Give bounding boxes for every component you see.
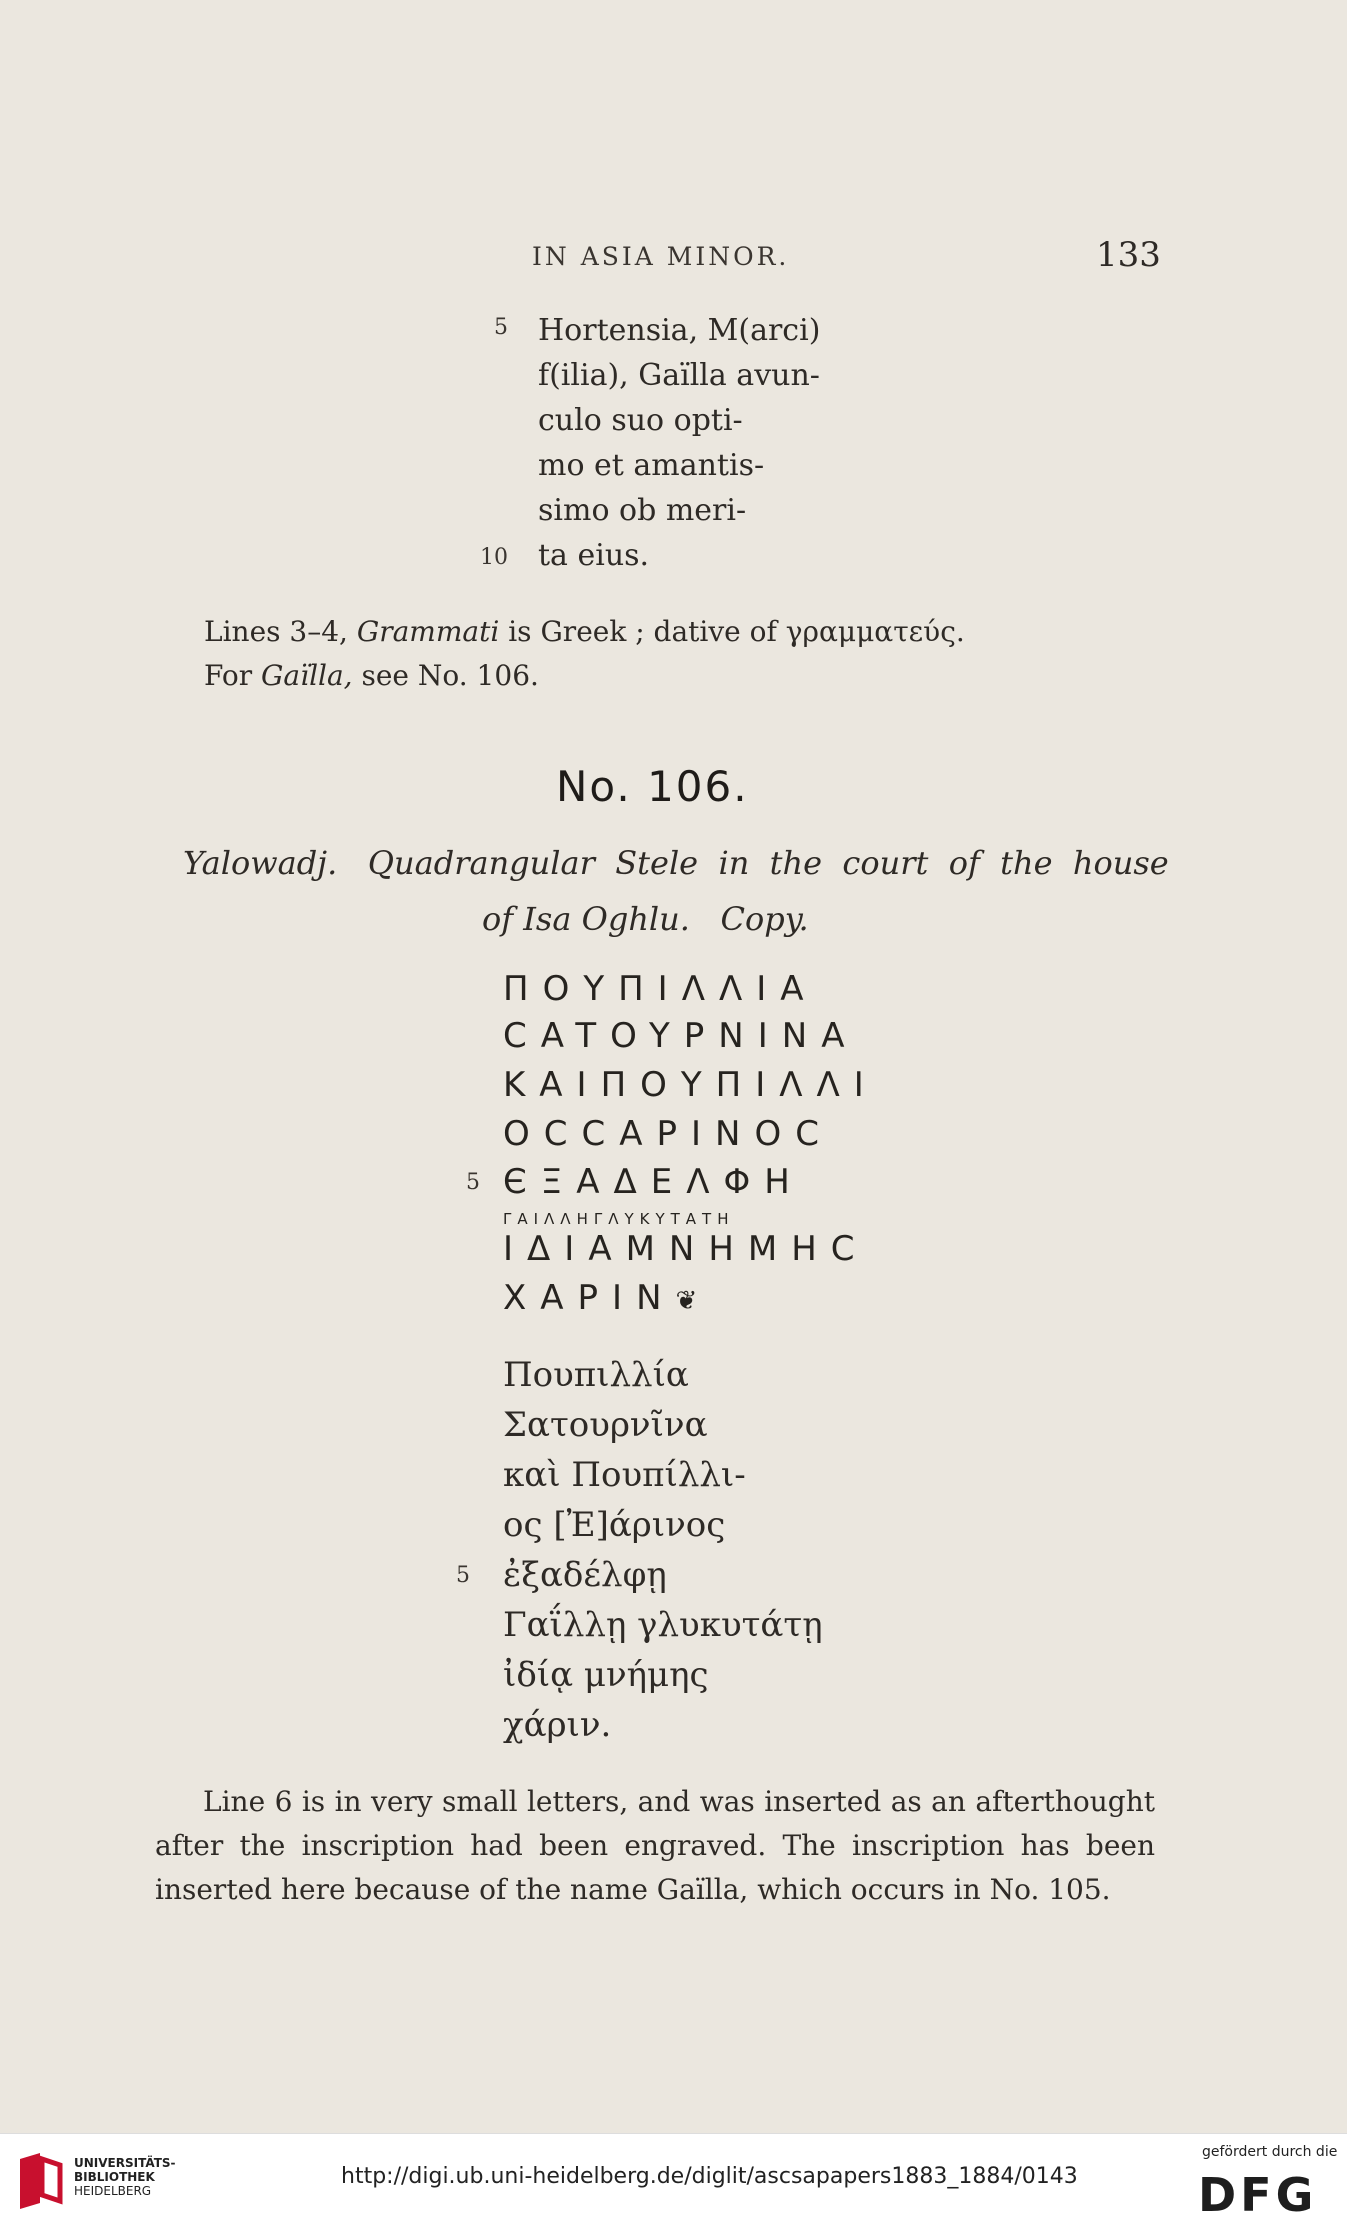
footer-bar xyxy=(0,2133,1347,2229)
leaf-ornament-icon: ❦ xyxy=(675,1286,698,1316)
funded-by-label: gefördert durch die xyxy=(1202,2144,1338,2160)
greek-line-5: ἐξαδέλφῃ xyxy=(503,1555,667,1595)
note-for-label: For xyxy=(204,659,253,692)
note-line-1 xyxy=(204,615,965,648)
note-see-no: see No. 106. xyxy=(361,659,539,692)
section-title: No. 106. xyxy=(556,762,749,811)
dfg-logo: DFG xyxy=(1198,2168,1318,2222)
note-gailla: Gaïlla, xyxy=(261,659,353,692)
section-subtitle-line-2: of Isa Oghlu. Copy. xyxy=(482,900,809,938)
inscription-line: ta eius. xyxy=(538,538,650,573)
greek-line-8: χάριν. xyxy=(503,1705,612,1745)
running-title: IN ASIA MINOR. xyxy=(532,242,790,271)
permalink-url[interactable]: http://digi.ub.uni-heidelberg.de/diglit/ascsapapers1883_1884/0143 xyxy=(341,2164,1078,2189)
greek-line-6: Γαΐλλῃ γλυκυτάτῃ xyxy=(503,1605,823,1645)
caps-line-2: CATOYPNINA xyxy=(503,1016,859,1056)
greek-line-3: καὶ Πουπίλλι- xyxy=(503,1455,746,1495)
page-number: 133 xyxy=(1096,235,1161,275)
library-line-2: BIBLIOTHEK xyxy=(74,2170,155,2184)
greek-line-4: ος [Ἐ]άρινος xyxy=(503,1505,726,1545)
note-lines-label: Lines 3–4, xyxy=(204,615,348,648)
caps-line-8-text: ΧΑΡΙΝ xyxy=(503,1278,676,1318)
inscription-line: f(ilia), Gaïlla avun- xyxy=(538,358,820,393)
greek-line-2: Σατουρνῖνα xyxy=(503,1405,708,1445)
caps-line-8 xyxy=(503,1278,697,1318)
greek-line-7: ἰδίᾳ μνήμης xyxy=(503,1655,709,1695)
note-greek-word: γραμματεύς. xyxy=(785,615,965,648)
caps-line-1: ΠΟΥΠΙΛΛΙΑ xyxy=(503,969,818,1009)
caps-line-5: ЄΞΑΔΕΛΦΗ xyxy=(503,1162,804,1202)
greek-line-1: Πουπιλλία xyxy=(503,1355,689,1395)
line-number-5: 5 xyxy=(494,315,508,340)
note-line-2 xyxy=(204,659,539,692)
inscription-line: Hortensia, M(arci) xyxy=(538,313,821,348)
greek-line-number-5: 5 xyxy=(456,1563,470,1588)
note-grammati: Grammati xyxy=(356,615,500,648)
caps-line-number-5: 5 xyxy=(466,1170,480,1195)
library-name xyxy=(74,2156,176,2198)
caps-line-4: OCCAPINOC xyxy=(503,1114,833,1154)
inscription-105-text xyxy=(538,308,820,578)
library-logo-icon xyxy=(14,2151,66,2211)
commentary-paragraph: Line 6 is in very small letters, and was inserted as an afterthought after the inscription had been engraved. The inscription has been inserted here because of the name Gaïlla, which occurs in No. 105. xyxy=(155,1785,1155,1906)
inscription-line: simo ob meri- xyxy=(538,493,747,528)
line-number-10: 10 xyxy=(480,545,508,570)
library-line-1: UNIVERSITÄTS- xyxy=(74,2156,176,2170)
note-is-greek: is Greek ; dative of xyxy=(508,615,777,648)
caps-line-6-small: ΓΑΙΛΛΗΓΛΥΚΥΤΑΤΗ xyxy=(503,1210,735,1228)
inscription-line: culo suo opti- xyxy=(538,403,743,438)
inscription-line: mo et amantis- xyxy=(538,448,765,483)
library-line-3: HEIDELBERG xyxy=(74,2184,152,2198)
caps-line-3: ΚΑΙΠΟΥΠΙΛΛΙ xyxy=(503,1065,878,1105)
section-subtitle-line-1: Yalowadj. Quadrangular Stele in the court of the house xyxy=(183,844,1169,882)
caps-line-7: ΙΔΙΑΜΝΗΜΗC xyxy=(503,1229,869,1269)
